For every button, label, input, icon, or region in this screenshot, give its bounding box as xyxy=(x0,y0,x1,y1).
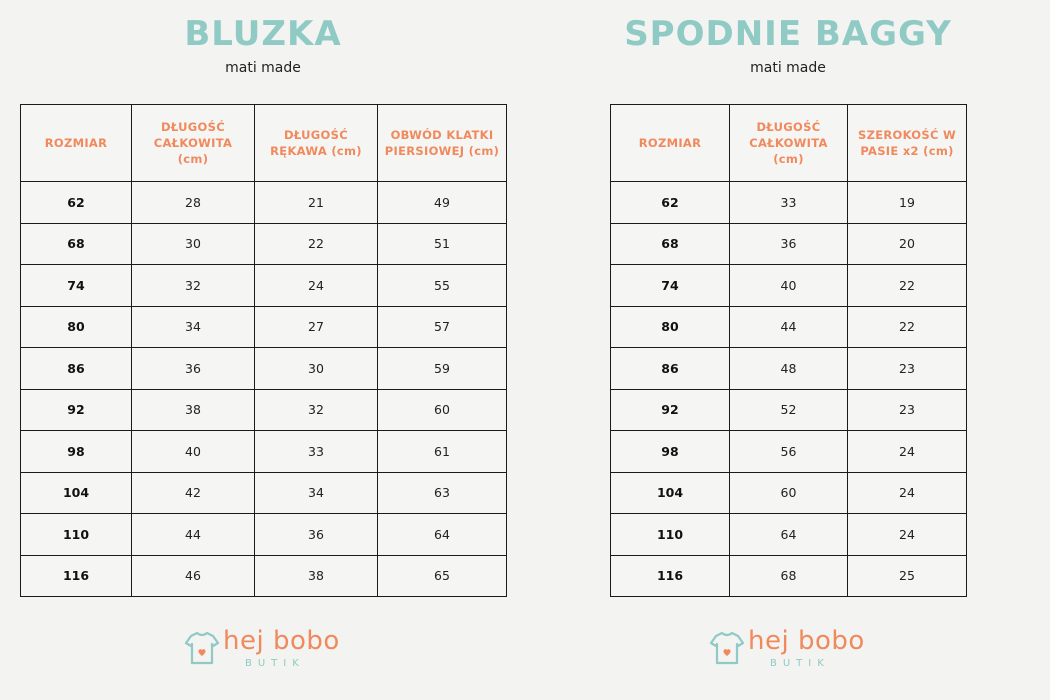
measurement-cell: 30 xyxy=(255,348,378,390)
measurement-cell: 24 xyxy=(848,514,967,556)
size-cell: 116 xyxy=(21,555,132,597)
measurement-cell: 32 xyxy=(255,389,378,431)
pants-size-panel xyxy=(610,0,966,700)
column-header: DŁUGOŚĆ RĘKAWA (cm) xyxy=(255,105,378,182)
measurement-cell: 63 xyxy=(378,472,507,514)
measurement-cell: 64 xyxy=(730,514,848,556)
brand-subtitle: BUTIK xyxy=(245,658,305,669)
measurement-cell: 49 xyxy=(378,182,507,224)
size-cell: 116 xyxy=(611,555,730,597)
measurement-cell: 34 xyxy=(132,306,255,348)
table-row xyxy=(21,223,507,265)
table-row xyxy=(611,514,967,556)
baby-shirt-icon xyxy=(183,630,221,666)
measurement-cell: 32 xyxy=(132,265,255,307)
table-row xyxy=(21,389,507,431)
table-header-row xyxy=(611,105,967,182)
size-cell: 62 xyxy=(611,182,730,224)
measurement-cell: 38 xyxy=(132,389,255,431)
size-cell: 92 xyxy=(21,389,132,431)
size-cell: 62 xyxy=(21,182,132,224)
size-cell: 110 xyxy=(21,514,132,556)
measurement-cell: 42 xyxy=(132,472,255,514)
column-header: SZEROKOŚĆ W PASIE x2 (cm) xyxy=(848,105,967,182)
measurement-cell: 23 xyxy=(848,348,967,390)
measurement-cell: 65 xyxy=(378,555,507,597)
measurement-cell: 60 xyxy=(378,389,507,431)
table-row xyxy=(611,472,967,514)
column-header: ROZMIAR xyxy=(611,105,730,182)
size-cell: 92 xyxy=(611,389,730,431)
brand-subtitle: BUTIK xyxy=(770,658,830,669)
measurement-cell: 34 xyxy=(255,472,378,514)
size-cell: 68 xyxy=(611,223,730,265)
size-cell: 86 xyxy=(21,348,132,390)
pants-title: SPODNIE BAGGY xyxy=(624,14,952,54)
measurement-cell: 46 xyxy=(132,555,255,597)
size-cell: 80 xyxy=(21,306,132,348)
blouse-size-table xyxy=(20,104,507,597)
brand-logo xyxy=(183,626,343,676)
size-cell: 98 xyxy=(21,431,132,473)
measurement-cell: 28 xyxy=(132,182,255,224)
size-cell: 74 xyxy=(21,265,132,307)
measurement-cell: 33 xyxy=(730,182,848,224)
size-cell: 104 xyxy=(21,472,132,514)
size-cell: 86 xyxy=(611,348,730,390)
measurement-cell: 55 xyxy=(378,265,507,307)
table-row xyxy=(611,306,967,348)
measurement-cell: 36 xyxy=(255,514,378,556)
column-header: DŁUGOŚĆ CAŁKOWITA (cm) xyxy=(132,105,255,182)
table-row xyxy=(21,555,507,597)
measurement-cell: 40 xyxy=(730,265,848,307)
measurement-cell: 61 xyxy=(378,431,507,473)
measurement-cell: 25 xyxy=(848,555,967,597)
column-header: DŁUGOŚĆ CAŁKOWITA (cm) xyxy=(730,105,848,182)
blouse-title: BLUZKA xyxy=(184,14,342,54)
size-cell: 80 xyxy=(611,306,730,348)
blouse-table-body xyxy=(21,182,507,597)
baby-shirt-icon xyxy=(708,630,746,666)
measurement-cell: 23 xyxy=(848,389,967,431)
pants-subtitle: mati made xyxy=(750,60,826,76)
table-row xyxy=(611,431,967,473)
brand-logo xyxy=(708,626,868,676)
measurement-cell: 36 xyxy=(132,348,255,390)
measurement-cell: 57 xyxy=(378,306,507,348)
size-cell: 110 xyxy=(611,514,730,556)
brand-name: hej bobo xyxy=(748,626,865,656)
measurement-cell: 22 xyxy=(255,223,378,265)
table-row xyxy=(21,306,507,348)
blouse-size-panel xyxy=(20,0,506,700)
size-cell: 68 xyxy=(21,223,132,265)
measurement-cell: 52 xyxy=(730,389,848,431)
pants-table-body xyxy=(611,182,967,597)
table-row xyxy=(611,265,967,307)
pants-size-table xyxy=(610,104,967,597)
blouse-subtitle: mati made xyxy=(225,60,301,76)
column-header: ROZMIAR xyxy=(21,105,132,182)
table-row xyxy=(611,223,967,265)
measurement-cell: 21 xyxy=(255,182,378,224)
measurement-cell: 30 xyxy=(132,223,255,265)
measurement-cell: 44 xyxy=(730,306,848,348)
table-row xyxy=(21,265,507,307)
measurement-cell: 22 xyxy=(848,265,967,307)
table-row xyxy=(611,389,967,431)
size-cell: 74 xyxy=(611,265,730,307)
measurement-cell: 38 xyxy=(255,555,378,597)
measurement-cell: 51 xyxy=(378,223,507,265)
measurement-cell: 44 xyxy=(132,514,255,556)
table-row xyxy=(611,555,967,597)
brand-name: hej bobo xyxy=(223,626,340,656)
measurement-cell: 40 xyxy=(132,431,255,473)
table-row xyxy=(21,472,507,514)
table-row xyxy=(21,182,507,224)
measurement-cell: 24 xyxy=(255,265,378,307)
measurement-cell: 64 xyxy=(378,514,507,556)
measurement-cell: 60 xyxy=(730,472,848,514)
table-row xyxy=(21,431,507,473)
table-row xyxy=(21,514,507,556)
size-cell: 104 xyxy=(611,472,730,514)
measurement-cell: 19 xyxy=(848,182,967,224)
measurement-cell: 59 xyxy=(378,348,507,390)
table-row xyxy=(21,348,507,390)
measurement-cell: 68 xyxy=(730,555,848,597)
measurement-cell: 56 xyxy=(730,431,848,473)
measurement-cell: 33 xyxy=(255,431,378,473)
measurement-cell: 22 xyxy=(848,306,967,348)
table-row xyxy=(611,348,967,390)
measurement-cell: 48 xyxy=(730,348,848,390)
measurement-cell: 24 xyxy=(848,472,967,514)
size-cell: 98 xyxy=(611,431,730,473)
column-header: OBWÓD KLATKI PIERSIOWEJ (cm) xyxy=(378,105,507,182)
measurement-cell: 27 xyxy=(255,306,378,348)
measurement-cell: 24 xyxy=(848,431,967,473)
measurement-cell: 36 xyxy=(730,223,848,265)
table-row xyxy=(611,182,967,224)
measurement-cell: 20 xyxy=(848,223,967,265)
table-header-row xyxy=(21,105,507,182)
